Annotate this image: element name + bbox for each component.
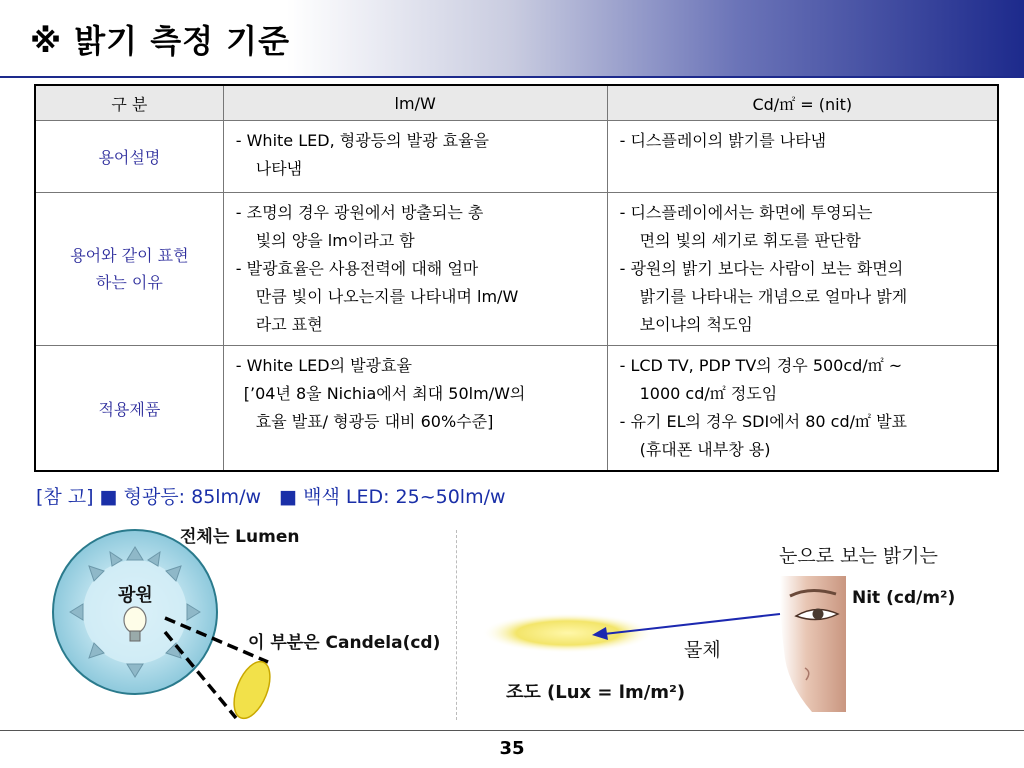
cell-lm-products: - White LED의 발광효율 [’04년 8울 Nichia에서 최대 50lm/W의 효율 발표/ 형광등 대비 60%수준] [223,346,607,472]
row-label-products: 적용제품 [35,346,223,472]
vertical-divider [456,530,457,720]
lux-label: 조도 (Lux = lm/m²) [506,682,686,703]
lumen-label: 전체는 Lumen [180,527,300,547]
cell-cd-definition: - 디스플레이의 밝기를 나타냄 [607,121,998,193]
page-title: ※ 밝기 측정 기준 [30,22,291,60]
reference-note: [참 고] ■ 형광등: 85lm/w ■ 백색 LED: 25~50lm/w [36,486,506,508]
row-label-reason: 용어와 같이 표현 하는 이유 [35,193,223,346]
object-label: 물체 [684,639,721,661]
eye-image [780,576,846,712]
header-cd-per-m2: Cd/㎡ = (nit) [607,85,998,121]
nit-label: Nit (cd/m²) [852,588,956,608]
header-category: 구 분 [35,85,223,121]
cell-lm-definition: - White LED, 형광등의 발광 효율을 나타냄 [223,121,607,193]
source-label: 광원 [118,585,153,606]
cell-cd-reason: - 디스플레이에서는 화면에 투영되는 면의 빛의 세기로 휘도를 판단함 - 광원의 밝기 보다는 사람이 보는 화면의 밝기를 나타내는 개념으로 얼마나 밝게 보이냐의 척도임 [607,193,998,346]
page-number: 35 [499,738,525,759]
cell-cd-products: - LCD TV, PDP TV의 경우 500cd/㎡ ~ 1000 cd/㎡ 정도임 - 유기 EL의 경우 SDI에서 80 cd/㎡ 발표 (휴대폰 내부창 용) [607,346,998,472]
eye-brightness-label: 눈으로 보는 밝기는 [779,545,938,567]
header-lm-per-w: lm/W [223,85,607,121]
candela-label: 이 부분은 Candela(cd) [248,633,441,653]
row-label-definition: 용어설명 [35,121,223,193]
cell-lm-reason: - 조명의 경우 광원에서 방출되는 총 빛의 양을 lm이라고 함 - 발광효율은 사용전력에 대해 얼마 만큼 빛이 나오는지를 나타내며 lm/W 라고 표현 [223,193,607,346]
footer-rule [0,730,1024,731]
illuminated-spot [482,613,654,653]
